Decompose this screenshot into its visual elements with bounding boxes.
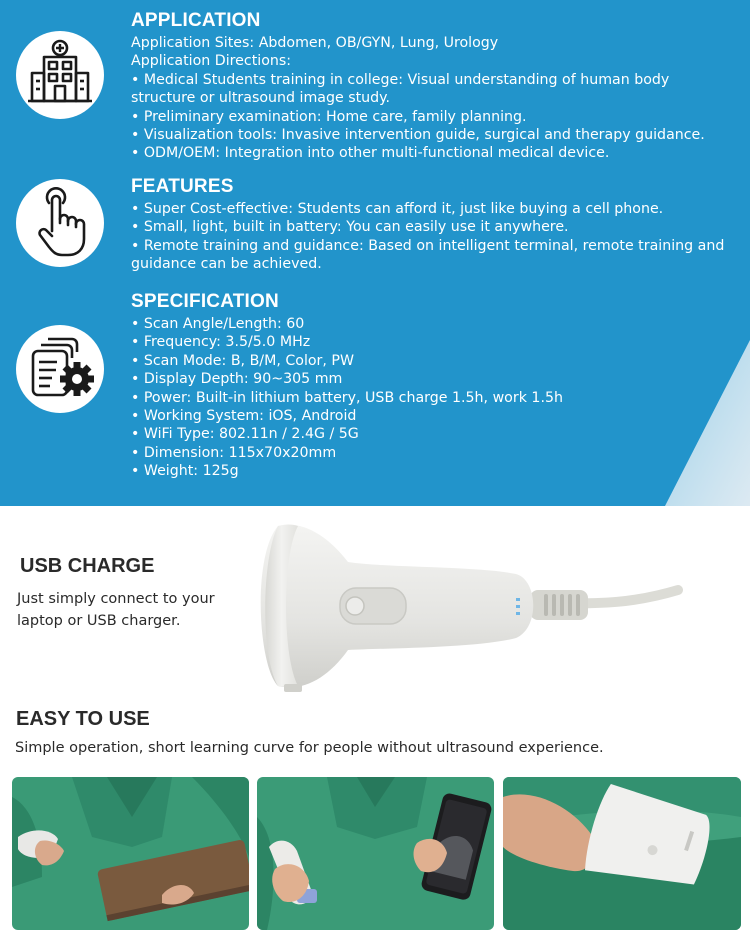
features-line: guidance can be achieved. (131, 256, 322, 273)
application-line: • Visualization tools: Invasive intervention guide, surgical and therapy guidance. (131, 127, 705, 144)
photo-probe-in-pocket (503, 777, 741, 930)
ultrasound-probe-image (248, 516, 688, 696)
spec-line: • Power: Built-in lithium battery, USB charge 1.5h, work 1.5h (131, 389, 563, 406)
spec-line: • Display Depth: 90~305 mm (131, 371, 343, 388)
features-line: • Small, light, built in battery: You can easily use it anywhere. (131, 219, 569, 236)
hospital-icon (16, 31, 104, 119)
application-section (131, 9, 741, 163)
application-title: APPLICATION (131, 10, 261, 31)
easy-to-use-title: EASY TO USE (16, 708, 150, 730)
spec-line: • Working System: iOS, Android (131, 408, 357, 425)
features-section (131, 175, 741, 274)
application-line: structure or ultrasound image study. (131, 90, 391, 107)
tap-hand-icon (16, 179, 104, 267)
spec-line: • Frequency: 3.5/5.0 MHz (131, 334, 311, 351)
photo-doctor-tablet (12, 777, 249, 930)
photo-doctor-phone (257, 777, 494, 930)
specification-title: SPECIFICATION (131, 291, 279, 312)
application-line: • Preliminary examination: Home care, family planning. (131, 108, 527, 125)
spec-line: • Scan Mode: B, B/M, Color, PW (131, 352, 354, 369)
features-line: • Super Cost-effective: Students can afford it, just like buying a cell phone. (131, 201, 664, 217)
features-line: • Remote training and guidance: Based on intelligent terminal, remote training and (131, 237, 725, 254)
application-line: Application Sites: Abdomen, OB/GYN, Lung, Urology (131, 35, 499, 51)
features-title: FEATURES (131, 176, 234, 197)
application-line: Application Directions: (131, 53, 292, 70)
application-line: • Medical Students training in college: Visual understanding of human body (131, 71, 670, 88)
spec-line: • Weight: 125g (131, 463, 239, 480)
usb-charge-title: USB CHARGE (20, 555, 155, 577)
spec-line: • Scan Angle/Length: 60 (131, 316, 305, 332)
usb-charge-text: Just simply connect to your laptop or USB charger. (17, 591, 215, 629)
document-gear-icon (16, 325, 104, 413)
application-line: • ODM/OEM: Integration into other multi-functional medical device. (131, 145, 610, 162)
spec-line: • WiFi Type: 802.11n / 2.4G / 5G (131, 426, 359, 443)
spec-line: • Dimension: 115x70x20mm (131, 444, 337, 461)
easy-to-use-text: Simple operation, short learning curve for people without ultrasound experience. (15, 740, 604, 756)
specification-section (131, 290, 741, 481)
